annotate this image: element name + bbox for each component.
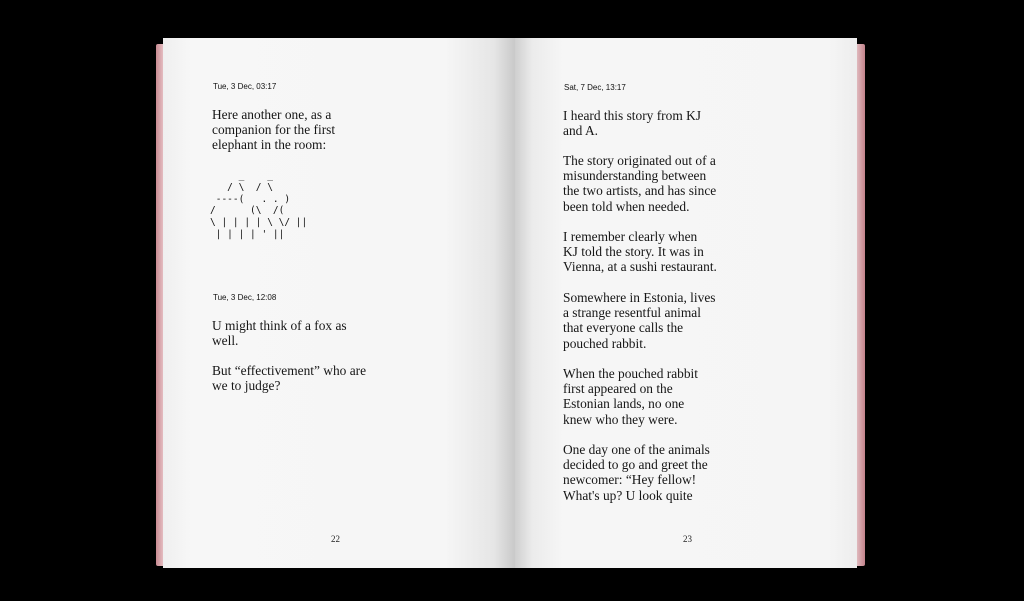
- story-paragraph: One day one of the animals decided to go and greet the newcomer: “Hey fellow! What's up? U look quite: [563, 442, 710, 503]
- entry-paragraph: U might think of a fox as well.: [212, 318, 347, 349]
- ascii-elephant-art: _ _ / \ / \ ----( . . ) / (\ /( \ | | | | \ \/ || | | | | ' ||: [210, 170, 308, 240]
- page-number: 23: [683, 534, 692, 544]
- entry-text: Here another one, as a companion for the first elephant in the room:: [212, 107, 336, 153]
- story-paragraph: I remember clearly when KJ told the story. It was in Vienna, at a sushi restaurant.: [563, 229, 717, 275]
- story-paragraph: When the pouched rabbit first appeared on the Estonian lands, no one knew who they were.: [563, 366, 698, 427]
- book-edge-right: [856, 44, 865, 566]
- entry-timestamp: Tue, 3 Dec, 12:08: [213, 293, 277, 302]
- left-page: [163, 38, 515, 568]
- story-paragraph: The story originated out of a misunderstanding between the two artists, and has since been told when needed.: [563, 153, 717, 214]
- entry-timestamp: Sat, 7 Dec, 13:17: [564, 83, 626, 92]
- right-page: [515, 38, 857, 568]
- entry-timestamp: Tue, 3 Dec, 03:17: [213, 82, 277, 91]
- page-number: 22: [331, 534, 340, 544]
- story-paragraph: I heard this story from KJ and A.: [563, 108, 701, 139]
- entry-paragraph: But “effectivement” who are we to judge?: [212, 363, 367, 394]
- story-paragraph: Somewhere in Estonia, lives a strange resentful animal that everyone calls the pouched rabbit.: [563, 290, 716, 351]
